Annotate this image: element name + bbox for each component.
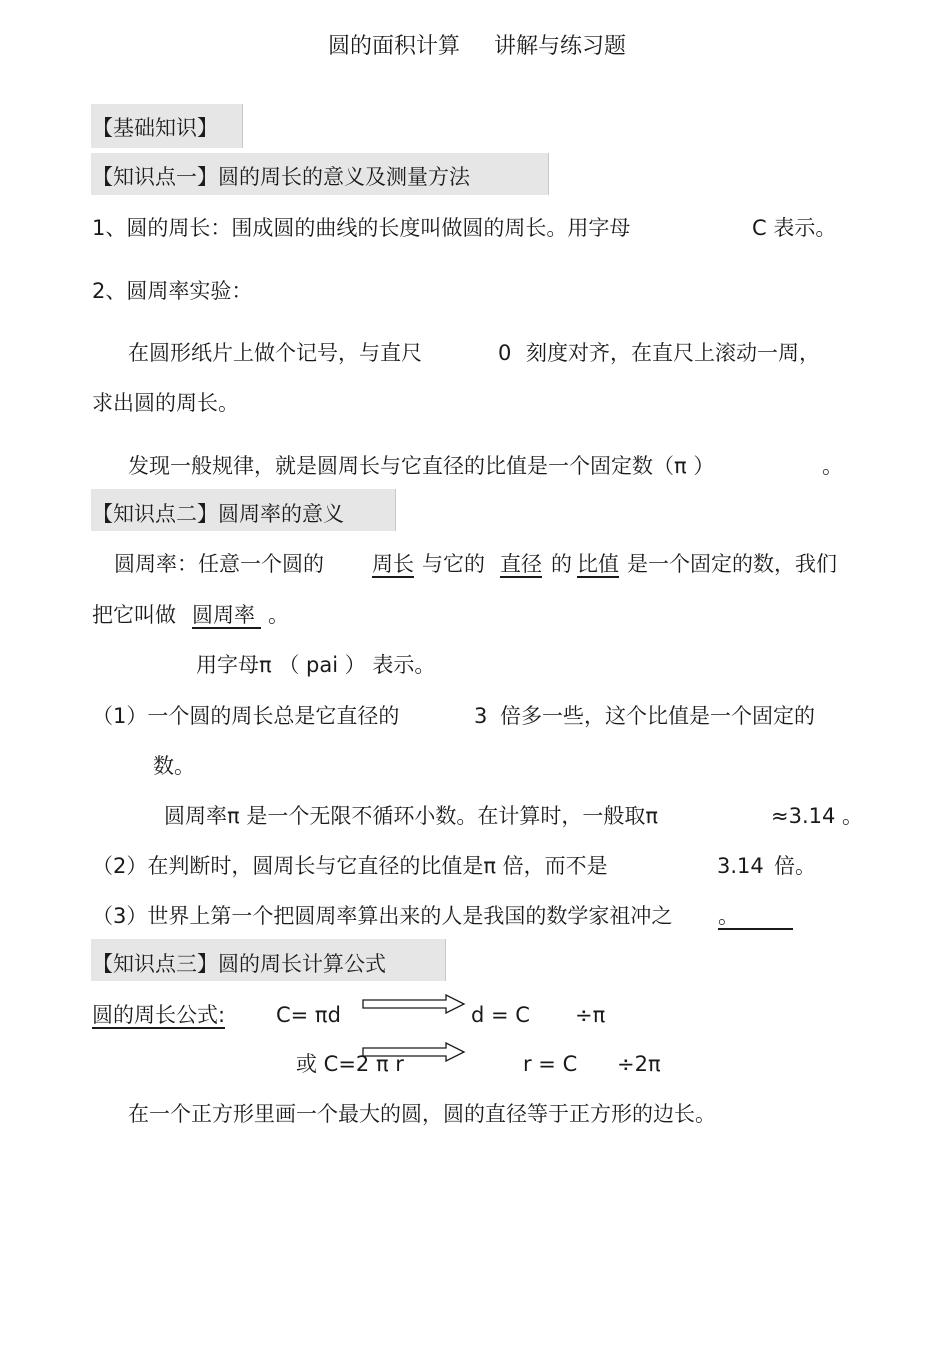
kp3-formula-label: 圆的周长公式: xyxy=(92,1003,226,1027)
kp2-pi-a: 圆周率π 是一个无限不循环小数。在计算时，一般取π xyxy=(164,804,658,828)
kp3-square-note: 在一个正方形里画一个最大的圆，圆的直径等于正方形的边长。 xyxy=(128,1102,716,1126)
kp2-p2-c: 倍。 xyxy=(774,854,816,878)
kp1-rule: 发现一般规律，就是圆周长与它直径的比值是一个固定数（π ） xyxy=(128,454,715,478)
kp2-def-b: 与它的 xyxy=(422,552,485,576)
kp1-rule-end: 。 xyxy=(822,454,843,478)
page-title-right: 讲解与练习题 xyxy=(494,34,627,59)
right-arrow-icon xyxy=(362,1042,466,1062)
kp1-item2: 2、圆周率实验： xyxy=(92,279,253,303)
kp2-def2-a: 把它叫做 xyxy=(92,603,176,627)
kp2-def2-yuanzhoulv: 圆周率 xyxy=(192,605,261,629)
section-basic: 【基础知识】 xyxy=(92,116,218,140)
kp3-formula-1-result: d = C xyxy=(471,1003,530,1027)
kp3-formula-1: C= πd xyxy=(276,1003,341,1027)
page-title-left: 圆的面积计算 xyxy=(328,34,461,59)
kp2-p1-c: 倍多一些，这个比值是一个固定的 xyxy=(500,704,815,728)
kp3-formula-1-div: ÷π xyxy=(575,1003,606,1027)
kp2-pi-b: ≈3.14 。 xyxy=(771,804,864,828)
kp2-def-zhijing: 直径 xyxy=(500,552,542,576)
kp2-def2-b: 。 xyxy=(268,603,289,627)
kp1-exp-zero: 0 xyxy=(498,341,512,365)
kp2-p2-a: （2）在判断时，圆周长与它直径的比值是π 倍，而不是 xyxy=(92,854,608,878)
kp2-def-c: 的 xyxy=(551,552,572,576)
kp3-heading: 【知识点三】圆的周长计算公式 xyxy=(92,952,386,976)
kp3-formula-2-result: r = C xyxy=(523,1052,578,1076)
kp2-p2-b: 3.14 xyxy=(717,854,764,878)
kp1-item1-tail: C 表示。 xyxy=(752,216,837,240)
kp1-item1: 1、圆的周长：围成圆的曲线的长度叫做圆的周长。用字母 xyxy=(92,216,631,240)
kp2-heading: 【知识点二】圆周率的意义 xyxy=(92,502,344,526)
kp2-letter: 用字母π （ pai ） 表示。 xyxy=(196,653,436,677)
kp2-def-d: 是一个固定的数，我们 xyxy=(627,552,837,576)
kp1-exp-line1: 在圆形纸片上做个记号，与直尺 xyxy=(128,341,422,365)
kp2-p3-b: 。 xyxy=(718,906,793,930)
kp1-heading: 【知识点一】圆的周长的意义及测量方法 xyxy=(92,165,470,189)
kp2-def-bizhi: 比值 xyxy=(577,552,619,576)
kp1-exp-line2: 求出圆的周长。 xyxy=(92,391,239,415)
kp2-p1-d: 数。 xyxy=(153,754,195,778)
kp1-exp-line1-tail: 刻度对齐，在直尺上滚动一周， xyxy=(526,341,820,365)
kp2-def-zhouchang: 周长 xyxy=(372,552,414,576)
kp3-formula-2-div: ÷2π xyxy=(617,1052,661,1076)
kp2-p1-a: （1）一个圆的周长总是它直径的 xyxy=(92,704,400,728)
kp3-formula-2: 或 C=2 π r xyxy=(296,1052,404,1076)
right-arrow-icon xyxy=(362,994,466,1014)
kp2-p1-b: 3 xyxy=(474,704,488,728)
kp2-def-a: 圆周率：任意一个圆的 xyxy=(114,552,324,576)
kp2-p3-a: （3）世界上第一个把圆周率算出来的人是我国的数学家祖冲之 xyxy=(92,904,673,928)
